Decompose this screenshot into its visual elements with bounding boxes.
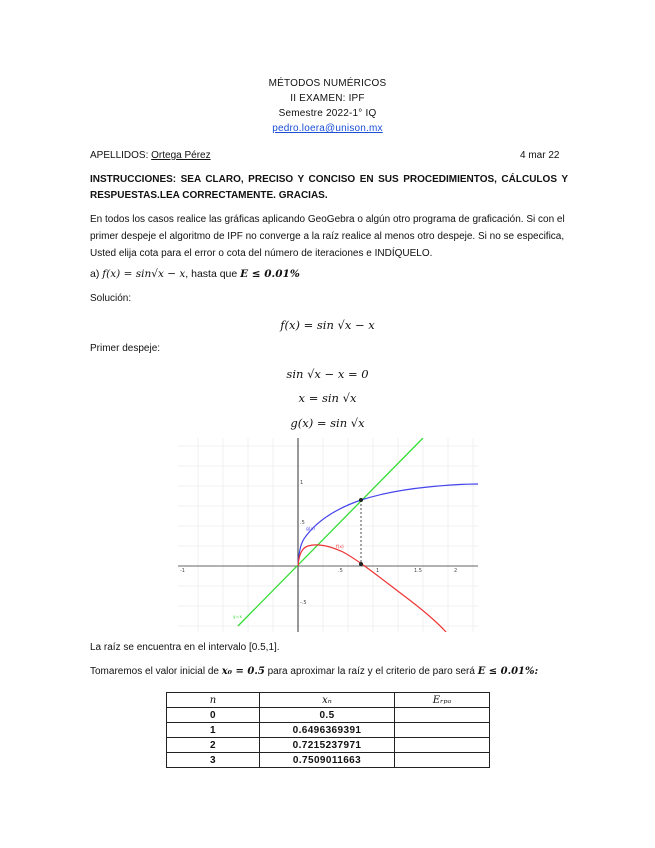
svg-text:1: 1 [376,568,380,574]
equation-f: f(x) = sin √x − x [280,318,375,332]
svg-text:-.5: -.5 [300,600,307,606]
equation-step3: g(x) = sin √x [290,416,365,430]
instructions: INSTRUCCIONES: SEA CLARO, PRECISO Y CONCISO EN SUS PROCEDIMIENTOS, CÁLCULOS Y RESPUESTAS.LEA CORRECTAMENTE. GRACIAS. [90,174,568,201]
semester-line: Semestre 2022-1° IQ [278,108,377,119]
svg-text:1.5: 1.5 [414,568,422,574]
first-step-label: Primer despeje: [90,343,161,354]
problem-function: f(x) = sin√x − x [102,268,186,280]
exam-title: II EXAMEN: IPF [290,93,365,104]
initial-value-text-1: Tomaremos el valor inicial de [90,666,222,677]
course-title: MÉTODOS NUMÉRICOS [268,78,387,89]
cell-n: 1 [167,723,260,738]
svg-text:-1: -1 [180,568,185,574]
problem-statement [90,268,300,280]
table-header-row [167,693,490,708]
cell-erpa [395,738,490,753]
iteration-table [166,692,490,768]
problem-label: a) [90,268,100,280]
cell-n: 2 [167,738,260,753]
interval-text: La raíz se encuentra en el intervalo [0.5,1]. [90,642,280,653]
cell-erpa [395,708,490,723]
table-row [167,738,490,753]
cell-xn: 0.6496369391 [260,723,395,738]
cell-n: 0 [167,708,260,723]
svg-text:1: 1 [300,480,304,486]
cell-xn: 0.7509011663 [260,753,395,768]
intersection-point [359,498,363,502]
student-line [90,150,211,161]
problem-condition-text: , hasta que [185,268,241,280]
cell-xn: 0.5 [260,708,395,723]
svg-text:g(x): g(x) [306,527,316,532]
header-erpa: Eᵣₚₐ [395,693,490,708]
problem-condition: E ≤ 0.01% [240,268,300,280]
table-row [167,708,490,723]
email-link[interactable]: pedro.loera@unison.mx [272,123,383,134]
initial-value-criterion: E ≤ 0.01%: [477,666,539,677]
svg-text:f(x): f(x) [336,545,344,550]
solution-label: Solución: [90,293,132,304]
table-row [167,723,490,738]
intro-paragraph: En todos los casos realice las gráficas aplicando GeoGebra o algún otro programa de graficación. Si con el primer despeje el algoritmo de IPF no converge a la raíz realice al menos otro despeje. Si no se especifica, Usted elija cota para el error o cota del número de iteraciones e INDÍQUELO. [90,214,565,259]
function-graph [178,438,478,632]
equation-step1: sin √x − x = 0 [286,367,369,381]
svg-text:.5: .5 [300,520,305,526]
svg-text:2: 2 [454,568,458,574]
initial-value-x0: x₀ = 0.5 [221,666,265,677]
surname-label: APELLIDOS: [90,150,149,161]
root-point [359,562,363,566]
header-n: n [167,693,260,708]
cell-erpa [395,723,490,738]
svg-text:y=x: y=x [233,615,243,620]
header-xn: xₙ [260,693,395,708]
date: 4 mar 22 [520,150,560,161]
cell-xn: 0.7215237971 [260,738,395,753]
svg-text:.5: .5 [338,568,343,574]
cell-erpa [395,753,490,768]
table-row [167,753,490,768]
cell-n: 3 [167,753,260,768]
equation-step2: x = sin √x [298,391,357,405]
initial-value-text-2: para aproximar la raíz y el criterio de paro será [264,666,478,677]
surname-value: Ortega Pérez [151,150,211,161]
initial-value-line [90,666,538,677]
